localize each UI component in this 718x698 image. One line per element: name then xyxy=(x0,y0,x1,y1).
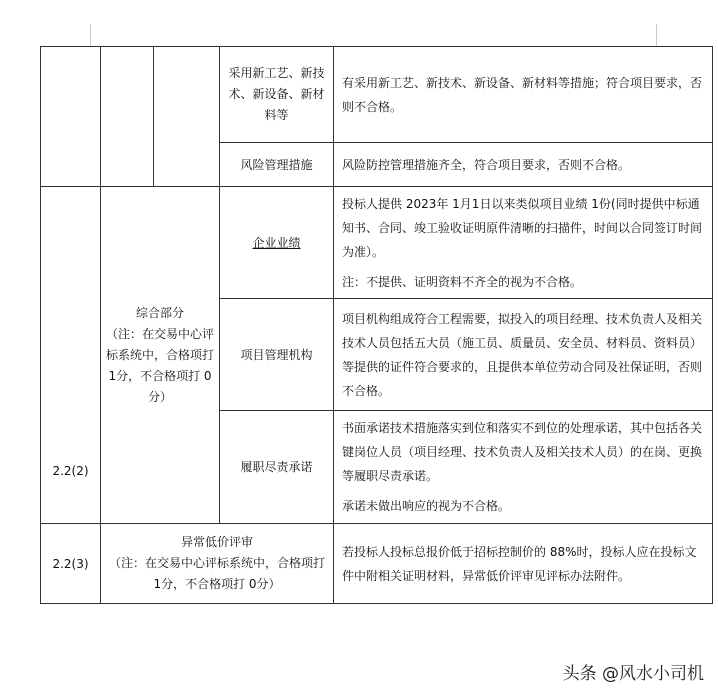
item-label-risk: 风险管理措施 xyxy=(220,143,334,187)
item-desc-risk: 风险防控管理措施齐全，符合项目要求，否则不合格。 xyxy=(334,143,713,187)
category-note: （注：在交易中心评标系统中，合格项打 1分，不合格项打 0分） xyxy=(105,326,214,404)
category-cell-empty xyxy=(101,47,154,187)
crop-mark-left xyxy=(90,24,91,46)
table-row-tech xyxy=(41,47,713,143)
watermark-text: 头条 @风水小司机 xyxy=(562,664,704,684)
item-label-performance xyxy=(220,187,334,299)
category-note-low-price: （注：在交易中心评标系统中，合格项打 1分，不合格项打 0分） xyxy=(108,556,325,591)
section-number: 2.2(2) xyxy=(41,187,101,524)
item-label-performance-text: 企业业绩 xyxy=(252,235,301,250)
item-desc-low-price: 若投标人投标总报价低于招标控制价的 88%时，投标人应在投标文件中附相关证明材料，异常低价评审见评标办法附件。 xyxy=(334,524,713,604)
item-desc-commitment-text: 书面承诺技术措施落实到位和落实不到位的处理承诺，其中包括各关键岗位人员（项目经理、技术负责人及相关技术人员）的在岗、更换等履职尽责承诺。 xyxy=(342,421,703,483)
item-label-commitment: 履职尽责承诺 xyxy=(220,411,334,524)
item-desc-performance xyxy=(334,187,713,299)
item-desc-management: 项目机构组成符合工程需要，拟投入的项目经理、技术负责人及相关技术人员包括五大员（施工员、质量员、安全员、材料员、资料员）等提供的证件符合要求的，且提供本单位劳动合同及社保证明，否则不合格。 xyxy=(334,299,713,411)
item-label-management: 项目管理机构 xyxy=(220,299,334,411)
evaluation-criteria-table xyxy=(40,46,713,604)
table-row-performance xyxy=(41,187,713,299)
crop-mark-right xyxy=(656,24,657,46)
item-desc-performance-text: 投标人提供 2023年 1月1日以来类似项目业绩 1份(同时提供中标通知书、合同、竣工验收证明原件清晰的扫描件，时间以合同签订时间为准）。 xyxy=(342,196,703,259)
category-title: 综合部分 xyxy=(135,305,184,320)
section-number-low-price: 2.2(3) xyxy=(41,524,101,604)
item-note-performance: 注：不提供、证明资料不齐全的视为不合格。 xyxy=(342,274,583,289)
item-desc-commitment xyxy=(334,411,713,524)
table-row-low-price xyxy=(41,524,713,604)
category-cell-low-price xyxy=(101,524,334,604)
item-label-tech: 采用新工艺、新技术、新设备、新材料等 xyxy=(220,47,334,143)
category-cell xyxy=(101,187,220,524)
subcategory-cell-empty xyxy=(154,47,220,187)
item-desc-tech: 有采用新工艺、新技术、新设备、新材料等措施；符合项目要求，否则不合格。 xyxy=(334,47,713,143)
num-cell-empty xyxy=(41,47,101,187)
category-title-low-price: 异常低价评审 xyxy=(180,535,253,549)
item-note-commitment: 承诺未做出响应的视为不合格。 xyxy=(342,499,511,513)
